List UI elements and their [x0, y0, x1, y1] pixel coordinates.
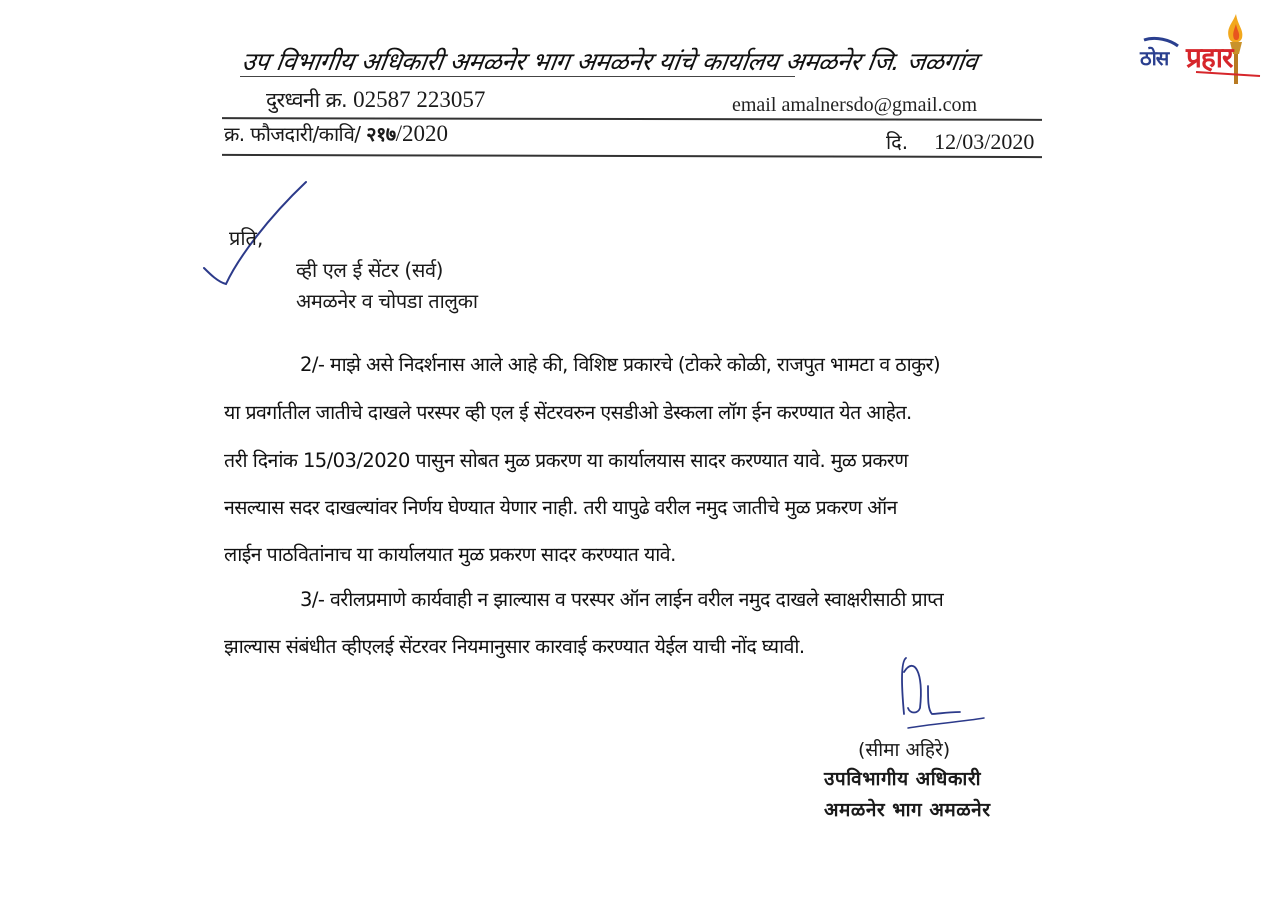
- reference-number: [224, 120, 448, 147]
- letter-date: [886, 128, 1034, 155]
- reference-handwritten-number: २१७: [366, 122, 396, 146]
- reference-prefix: क्र. फौजदारी/कावि/: [224, 122, 361, 146]
- paragraph-line: नसल्यास सदर दाखल्यांवर निर्णय घेण्यात येणार नाही. तरी यापुढे वरील नमुद जातीचे मुळ प्रकरण ऑन: [224, 496, 897, 519]
- paragraph-line: लाईन पाठवितांनाच या कार्यालयात मुळ प्रकरण सादर करण्यात यावे.: [224, 543, 676, 566]
- signatory-office: अमळनेर भाग अमळनेर: [824, 799, 991, 821]
- date-value: 12/03/2020: [934, 129, 1035, 154]
- logo-left-word: ठोस: [1140, 46, 1169, 70]
- addressee-line-1: व्ही एल ई सेंटर (सर्व): [296, 258, 444, 282]
- phone-number: 02587 223057: [353, 87, 486, 112]
- paragraph-line: 2/- माझे असे निदर्शनास आले आहे की, विशिष्ट प्रकारचे (टोकरे कोळी, राजपुत भामटा व ठाकुर): [300, 353, 940, 376]
- signatory-name: (सीमा अहिरे): [858, 739, 951, 761]
- email-address: amalnersdo@gmail.com: [781, 94, 978, 116]
- addressee-line-2: अमळनेर व चोपडा तालुका: [296, 289, 478, 313]
- publisher-logo: [1136, 10, 1266, 90]
- date-label: दि.: [886, 130, 909, 154]
- paragraph-line: तरी दिनांक 15/03/2020 पासुन सोबत मुळ प्रकरण या कार्यालयास सादर करण्यात यावे. मुळ प्रकरण: [224, 449, 908, 472]
- paragraph-line: झाल्यास संबंधीत व्हीएलई सेंटरवर नियमानुसार कारवाई करण्यात येईल याची नोंद घ्यावी.: [224, 635, 805, 658]
- logo-right-word: प्रहार: [1186, 41, 1233, 74]
- signatory-designation: उपविभागीय अधिकारी: [824, 768, 982, 790]
- email-label: email: [732, 94, 777, 116]
- paragraph-line: 3/- वरीलप्रमाणे कार्यवाही न झाल्यास व परस्पर ऑन लाईन वरील नमुद दाखले स्वाक्षरीसाठी प्राप्त: [300, 588, 944, 611]
- signature-icon: [880, 652, 990, 732]
- reference-year: /2020: [395, 121, 448, 146]
- paragraph-line: या प्रवर्गातील जातीचे दाखले परस्पर व्ही एल ई सेंटरवरुन एसडीओ डेस्कला लॉग ईन करण्यात येत आहेत.: [224, 401, 912, 424]
- phone-label: दुरध्वनी क्र.: [266, 88, 348, 112]
- phone-line: [266, 86, 485, 114]
- title-underline: [240, 76, 795, 77]
- email-line: [732, 94, 977, 117]
- to-label: प्रति,: [229, 226, 264, 250]
- office-title: उप विभागीय अधिकारी अमळनेर भाग अमळनेर यांचे कार्यालय अमळनेर जि. जळगांव: [239, 47, 980, 76]
